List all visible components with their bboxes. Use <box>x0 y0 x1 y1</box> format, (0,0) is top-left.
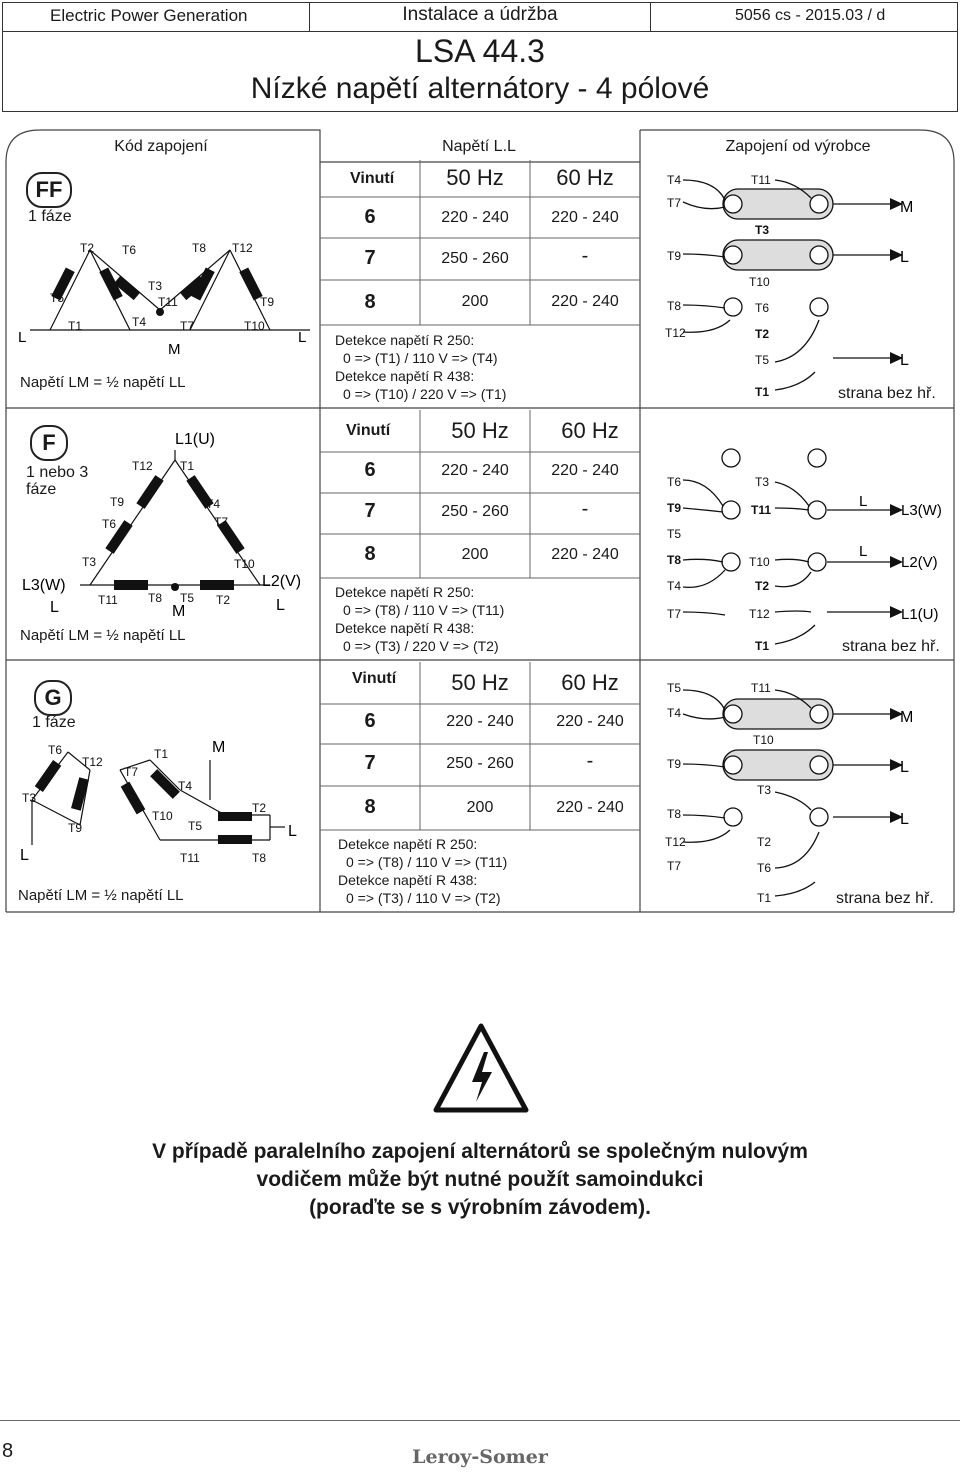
g-row3-60: 220 - 240 <box>556 799 624 816</box>
svg-text:T12: T12 <box>749 607 770 621</box>
ff-factory-l2: L <box>900 352 909 369</box>
svg-text:T8: T8 <box>252 851 267 865</box>
svg-text:T4: T4 <box>667 173 682 187</box>
svg-text:T10: T10 <box>749 275 770 289</box>
svg-text:T1: T1 <box>154 747 169 761</box>
svg-text:T2: T2 <box>757 835 772 849</box>
svg-text:T3: T3 <box>755 223 770 237</box>
g-detect-1: Detekce napětí R 250: <box>338 836 478 852</box>
svg-text:T2: T2 <box>252 801 267 815</box>
svg-text:T1: T1 <box>757 891 772 905</box>
ff-row3-50: 200 <box>461 293 489 310</box>
svg-text:T6: T6 <box>755 301 770 315</box>
svg-text:T7: T7 <box>667 859 682 873</box>
svg-text:T11: T11 <box>98 593 118 607</box>
column-header-factory: Zapojení od výrobce <box>725 138 871 155</box>
ff-m: M <box>168 341 181 358</box>
g-table-header-50: 50 Hz <box>451 670 509 695</box>
svg-text:T3: T3 <box>22 791 37 805</box>
svg-text:T2: T2 <box>755 327 770 341</box>
svg-text:T10: T10 <box>244 319 265 333</box>
svg-text:T7: T7 <box>124 765 139 779</box>
f-row1-50: 220 - 240 <box>441 462 509 479</box>
svg-text:T11: T11 <box>158 295 178 309</box>
f-row3-50: 200 <box>461 546 489 563</box>
ff-l-right: L <box>298 329 307 346</box>
svg-text:T5: T5 <box>755 353 770 367</box>
ff-table-header-50: 50 Hz <box>446 165 504 190</box>
g-row1-60: 220 - 240 <box>556 713 624 730</box>
svg-text:T12: T12 <box>665 835 686 849</box>
svg-text:T6: T6 <box>757 861 772 875</box>
phase-ff: 1 fáze <box>28 208 72 225</box>
svg-text:T12: T12 <box>665 326 686 340</box>
svg-text:T3: T3 <box>148 279 163 293</box>
wiring-diagram-g <box>10 730 315 875</box>
svg-text:T1: T1 <box>68 319 83 333</box>
page-title: LSA 44.3 <box>415 33 545 69</box>
svg-text:T11: T11 <box>751 503 772 517</box>
footer-divider <box>0 1420 960 1421</box>
f-row2-50: 250 - 260 <box>441 503 509 520</box>
ff-table-header-60: 60 Hz <box>556 165 614 190</box>
ff-table-header-winding: Vinutí <box>350 170 395 187</box>
g-row1-w: 6 <box>364 710 376 732</box>
svg-text:T7: T7 <box>667 196 682 210</box>
f-factory-l2: L2(V) <box>901 554 938 571</box>
phase-f: 1 nebo 3 fáze <box>26 464 89 498</box>
svg-text:T3: T3 <box>757 783 772 797</box>
warning-line-2: vodičem může být nutné použít samoindukci <box>256 1168 704 1191</box>
f-l1: L1(U) <box>175 431 216 448</box>
svg-text:T4: T4 <box>178 779 193 793</box>
ff-row2-60: - <box>581 245 589 267</box>
wiring-diagram-ff <box>10 230 315 360</box>
ff-detect-3: Detekce napětí R 438: <box>335 368 475 384</box>
warning-line-1: V případě paralelního zapojení alternátorů se společným nulovým <box>152 1140 808 1163</box>
f-factory-l-a: L <box>859 493 868 510</box>
code-f: F <box>42 430 56 455</box>
svg-text:T10: T10 <box>753 733 774 747</box>
svg-text:T5: T5 <box>50 291 65 305</box>
svg-text:T10: T10 <box>749 555 770 569</box>
svg-text:T5: T5 <box>180 591 195 605</box>
svg-text:T11: T11 <box>180 851 200 865</box>
f-detect-3: Detekce napětí R 438: <box>335 620 475 636</box>
g-row3-50: 200 <box>466 799 494 816</box>
f-detect-2: 0 => (T8) / 110 V => (T11) <box>343 602 505 618</box>
f-m: M <box>172 603 186 620</box>
f-detect-1: Detekce napětí R 250: <box>335 584 475 600</box>
svg-text:T8: T8 <box>667 553 682 567</box>
code-g: G <box>44 685 62 710</box>
code-badge-g <box>34 680 72 716</box>
svg-text:T8: T8 <box>667 299 682 313</box>
phase-g: 1 fáze <box>32 714 76 731</box>
f-l-left: L <box>50 599 59 616</box>
svg-text:T5: T5 <box>188 819 203 833</box>
ff-row3-w: 8 <box>364 291 376 313</box>
g-row3-w: 8 <box>364 796 376 818</box>
ff-detect-4: 0 => (T10) / 220 V => (T1) <box>343 386 507 402</box>
ff-factory-m: M <box>900 199 914 216</box>
svg-text:T9: T9 <box>68 821 83 835</box>
note-f: Napětí LM = ½ napětí LL <box>20 627 186 644</box>
page-subtitle: Nízké napětí alternátory - 4 pólové <box>250 72 710 105</box>
svg-text:T12: T12 <box>82 755 103 769</box>
g-detect-2: 0 => (T8) / 110 V => (T11) <box>346 854 508 870</box>
f-row3-w: 8 <box>364 543 376 565</box>
f-row2-w: 7 <box>364 500 376 522</box>
g-row2-50: 250 - 260 <box>446 755 514 772</box>
svg-text:T3: T3 <box>755 475 770 489</box>
g-l-left: L <box>20 847 29 864</box>
ff-l-left: L <box>18 329 27 346</box>
g-l-right: L <box>288 823 297 840</box>
f-table-header-60: 60 Hz <box>561 418 619 443</box>
f-factory-l3: L3(W) <box>901 502 942 519</box>
g-table-header-winding: Vinutí <box>352 670 397 687</box>
svg-text:T2: T2 <box>80 241 95 255</box>
f-table-header-50: 50 Hz <box>451 418 509 443</box>
f-row1-60: 220 - 240 <box>551 462 619 479</box>
g-factory-m: M <box>900 709 914 726</box>
f-factory-l1: L1(U) <box>901 606 939 623</box>
svg-text:T8: T8 <box>667 807 682 821</box>
g-row2-w: 7 <box>364 752 376 774</box>
svg-text:T8: T8 <box>192 241 207 255</box>
column-header-code: Kód zapojení <box>114 138 208 155</box>
factory-diagram-g <box>645 672 950 907</box>
svg-text:T6: T6 <box>102 517 117 531</box>
svg-text:T2: T2 <box>755 579 770 593</box>
ff-detect-2: 0 => (T1) / 110 V => (T4) <box>343 350 498 366</box>
ff-row2-50: 250 - 260 <box>441 250 509 267</box>
svg-text:T6: T6 <box>48 743 63 757</box>
f-side: strana bez hř. <box>842 638 940 655</box>
svg-text:T10: T10 <box>234 557 255 571</box>
high-voltage-icon <box>432 1022 530 1114</box>
ff-row1-60: 220 - 240 <box>551 209 619 226</box>
ff-row1-w: 6 <box>364 206 376 228</box>
svg-text:T2: T2 <box>216 593 231 607</box>
svg-text:T12: T12 <box>132 459 153 473</box>
section-name: Instalace a údržba <box>402 4 558 25</box>
svg-text:T9: T9 <box>667 501 682 515</box>
svg-text:T6: T6 <box>667 475 682 489</box>
g-table-header-60: 60 Hz <box>561 670 619 695</box>
f-l3: L3(W) <box>22 577 66 594</box>
column-header-voltage: Napětí L.L <box>442 138 516 155</box>
wiring-diagram-f <box>10 420 315 620</box>
g-factory-l1: L <box>900 759 909 776</box>
g-factory-l2: L <box>900 811 909 828</box>
f-detect-4: 0 => (T3) / 220 V => (T2) <box>343 638 499 654</box>
svg-text:T4: T4 <box>206 497 221 511</box>
svg-text:T11: T11 <box>751 173 771 187</box>
svg-text:T9: T9 <box>110 495 125 509</box>
svg-text:T7: T7 <box>180 319 195 333</box>
svg-text:T8: T8 <box>148 591 163 605</box>
ff-side: strana bez hř. <box>838 385 936 402</box>
code-badge-ff <box>26 172 72 208</box>
factory-diagram-f <box>645 440 950 655</box>
svg-text:T1: T1 <box>755 639 770 653</box>
g-row1-50: 220 - 240 <box>446 713 514 730</box>
svg-text:T9: T9 <box>667 757 682 771</box>
ff-detect-1: Detekce napětí R 250: <box>335 332 475 348</box>
svg-text:T4: T4 <box>667 579 682 593</box>
svg-text:T12: T12 <box>232 241 253 255</box>
brand-logo: Leroy-Somer <box>412 1446 548 1468</box>
code-ff: FF <box>35 177 63 202</box>
factory-diagram-ff <box>645 162 950 402</box>
g-row2-60: - <box>586 750 594 772</box>
ff-row2-w: 7 <box>364 247 376 269</box>
svg-text:T3: T3 <box>82 555 97 569</box>
page-number: 8 <box>2 1440 14 1462</box>
f-l2: L2(V) <box>262 573 302 590</box>
svg-text:T9: T9 <box>667 249 682 263</box>
svg-text:T9: T9 <box>260 295 275 309</box>
f-l-right: L <box>276 597 285 614</box>
f-row2-60: - <box>581 498 589 520</box>
svg-text:T1: T1 <box>180 459 195 473</box>
svg-text:T10: T10 <box>152 809 173 823</box>
svg-text:T5: T5 <box>667 527 682 541</box>
svg-text:T6: T6 <box>122 243 137 257</box>
ff-row1-50: 220 - 240 <box>441 209 509 226</box>
f-row1-w: 6 <box>364 459 376 481</box>
warning-line-3: (poraďte se s výrobním závodem). <box>309 1196 651 1219</box>
f-row3-60: 220 - 240 <box>551 546 619 563</box>
g-detect-3: Detekce napětí R 438: <box>338 872 478 888</box>
note-g: Napětí LM = ½ napětí LL <box>18 887 184 904</box>
f-factory-l-b: L <box>859 543 868 560</box>
svg-text:T1: T1 <box>755 385 770 399</box>
svg-text:T7: T7 <box>667 607 682 621</box>
svg-text:T4: T4 <box>667 706 682 720</box>
svg-text:T4: T4 <box>132 315 147 329</box>
g-detect-4: 0 => (T3) / 110 V => (T2) <box>346 890 501 906</box>
g-side: strana bez hř. <box>836 890 934 907</box>
svg-text:T11: T11 <box>751 681 771 695</box>
ff-row3-60: 220 - 240 <box>551 293 619 310</box>
svg-text:T7: T7 <box>214 515 229 529</box>
svg-text:T5: T5 <box>667 681 682 695</box>
g-m: M <box>212 739 226 756</box>
doc-reference: 5056 cs - 2015.03 / d <box>735 7 886 24</box>
ff-factory-l1: L <box>900 249 909 266</box>
note-ff: Napětí LM = ½ napětí LL <box>20 374 186 391</box>
company-name: Electric Power Generation <box>50 6 248 25</box>
f-table-header-winding: Vinutí <box>346 422 391 439</box>
